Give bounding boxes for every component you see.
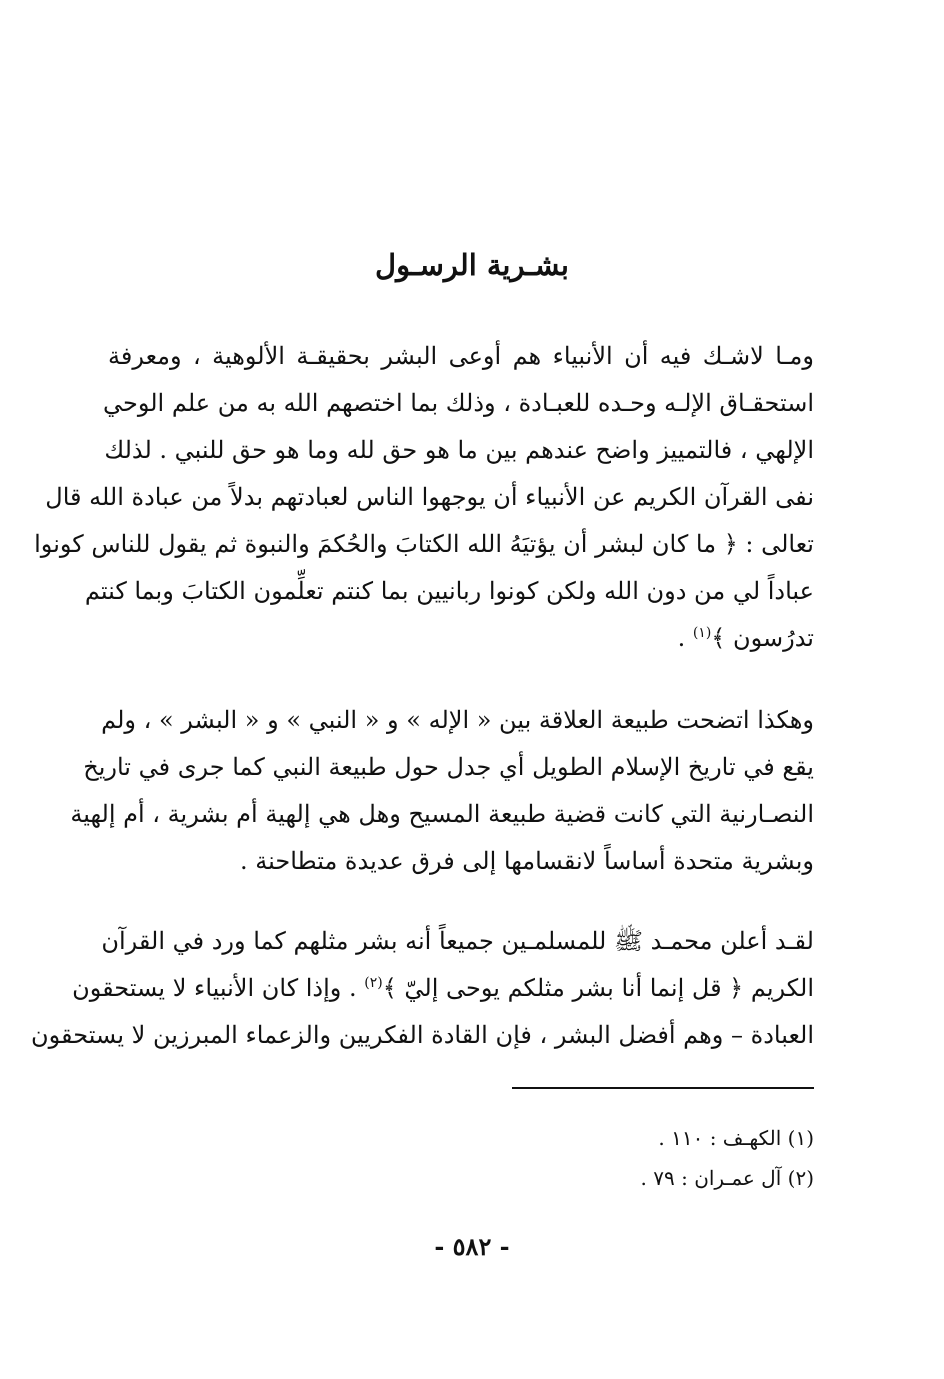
paragraph-line: الإلهي ، فالتمييز واضح عندهم بين ما هو حق لله وما هو حق للنبي . لذلك xyxy=(104,436,814,464)
paragraph-line: تعالى : ﴿ ما كان لبشر أن يؤتيَهُ الله الكتابَ والحُكمَ والنبوة ثم يقول للناس كونوا xyxy=(34,530,814,558)
footnote-divider xyxy=(512,1087,814,1089)
page-number: - ٥٨٢ - xyxy=(434,1232,510,1261)
paragraph-line xyxy=(108,615,814,662)
paragraph-line xyxy=(72,965,814,1012)
line-continuation: . وإذا كان الأنبياء لا يستحقون xyxy=(72,974,365,1002)
line-suffix: . xyxy=(677,624,693,652)
paragraph-line: وهكذا اتضحت طبيعة العلاقة بين « الإله » و « النبي » و « البشر » ، ولم xyxy=(101,706,814,734)
paragraph-line: نفى القرآن الكريم عن الأنبياء أن يوجهوا الناس لعبادتهم بدلاً من عبادة الله قال xyxy=(45,483,814,511)
paragraph-line: يقع في تاريخ الإسلام الطويل أي جدل حول طبيعة النبي كما جرى في تاريخ xyxy=(83,753,814,781)
paragraph-line: لقـد أعلن محمـد ﷺ للمسلمـين جميعاً أنه بشر مثلهم كما ورد في القرآن xyxy=(101,927,814,955)
paragraph-line: النصـارنية التي كانت قضية طبيعة المسيح وهل هي إلهية أم بشرية ، أم إلهية xyxy=(70,800,814,828)
paragraph-line: العبادة – وهم أفضل البشر ، فإن القادة الفكريين والزعماء المبرزين لا يستحقون xyxy=(31,1021,814,1049)
paragraph-line: استحقـاق الإلـه وحـده للعبـادة ، وذلك بما اختصهم الله به من علم الوحي xyxy=(103,389,814,417)
footnote-ref-2[interactable]: (٢) xyxy=(364,975,383,991)
quote-end-text: تدرُسون ﴾ xyxy=(711,624,814,652)
footnote-2: (٢) آل عمـران : ٧٩ . xyxy=(640,1166,814,1190)
paragraph-line: وبشرية متحدة أساساً لانقسامها إلى فرق عديدة متطاحنة . xyxy=(240,847,814,875)
page-title: بشـرية الرسـول xyxy=(375,248,569,282)
paragraph-3 xyxy=(31,918,814,1059)
paragraph-1 xyxy=(34,333,814,662)
paragraph-line: عباداً لي من دون الله ولكن كونوا ربانيين بما كنتم تعلِّمون الكتابَ وبما كنتم xyxy=(84,577,814,605)
paragraph-line: ومـا لاشـك فيه أن الأنبياء هم أوعى البشر بحقيقـة الألوهية ، ومعرفة xyxy=(108,342,814,370)
footnote-ref-1[interactable]: (١) xyxy=(692,625,712,641)
quote-text: الكريم ﴿ قل إنما أنا بشر مثلكم يوحى إليّ ﴾ xyxy=(382,974,814,1002)
footnotes xyxy=(414,1118,814,1198)
footnote-1: (١) الكهـف : ١١٠ . xyxy=(658,1126,814,1150)
paragraph-2 xyxy=(70,697,814,885)
